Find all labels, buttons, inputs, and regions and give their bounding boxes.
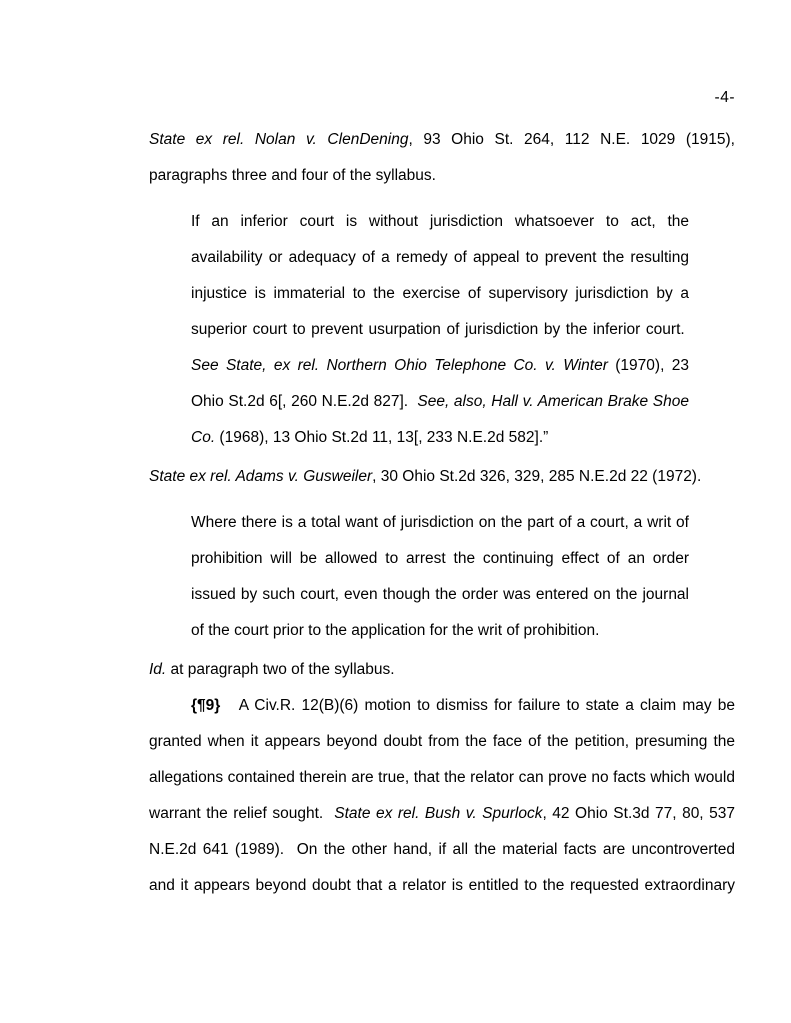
block-quote-nolan-syllabus (191, 204, 689, 456)
text-segment-bold: {¶9} (191, 697, 221, 714)
text-segment-normal: Where there is a total want of jurisdiction on the part of a court, a writ of prohibition will be allowed to arrest the continuing effect of an order issued by such court, even though the order was entered on the journal of the court prior to the application for the writ of prohibition. (191, 514, 689, 639)
text-segment-normal: , 42 Ohio St.3d 77, 80, 537 N.E.2d 641 (1989). On the other hand, if all the material facts are uncontroverted and it appears beyond doubt that a relator is entitled to the requested extraordinary (149, 805, 735, 894)
text-segment-normal: , 93 Ohio St. 264, 112 N.E. 1029 (1915), paragraphs three and four of the syllabus. (149, 131, 735, 184)
text-segment-italic: See State, ex rel. Northern Ohio Telephone Co. v. Winter (191, 357, 608, 374)
page-number: -4- (714, 89, 735, 106)
paragraph-9 (149, 688, 735, 904)
text-segment-italic: See, also, Hall v. American Brake Shoe Co. (191, 393, 690, 446)
citation-id-syllabus (149, 652, 735, 688)
text-segment-normal: (1970), 23 Ohio St.2d 6[, 260 N.E.2d 827]. (191, 357, 689, 410)
block-quote-gusweiler-syllabus (191, 505, 689, 649)
text-segment-normal: , 30 Ohio St.2d 326, 329, 285 N.E.2d 22 (1972). (372, 468, 702, 485)
text-segment-italic: State ex rel. Adams v. Gusweiler (149, 468, 373, 485)
citation-adams-gusweiler (149, 459, 735, 495)
text-segment-normal: If an inferior court is without jurisdiction whatsoever to act, the availability or adequacy of a remedy of appeal to prevent the resulting injustice is immaterial to the exercise of supervisory jurisdiction by a superior court to prevent usurpation of jurisdiction by the inferior court. (191, 213, 689, 338)
text-segment-normal: A Civ.R. 12(B)(6) motion to dismiss for failure to state a claim may be granted when it appears beyond doubt from the face of the petition, presuming the allegations contained therein are true, that the relator can prove no facts which would warrant the relief sought. (149, 697, 735, 822)
document-body (149, 122, 735, 904)
citation-nolan (149, 122, 735, 194)
text-segment-italic: State ex rel. Nolan v. ClenDening (149, 131, 409, 148)
text-segment-normal: at paragraph two of the syllabus. (166, 661, 395, 678)
text-segment-normal: (1968), 13 Ohio St.2d 11, 13[, 233 N.E.2d 582].” (215, 429, 549, 446)
text-segment-italic: Id. (149, 661, 167, 678)
text-segment-italic: State ex rel. Bush v. Spurlock (334, 805, 543, 822)
